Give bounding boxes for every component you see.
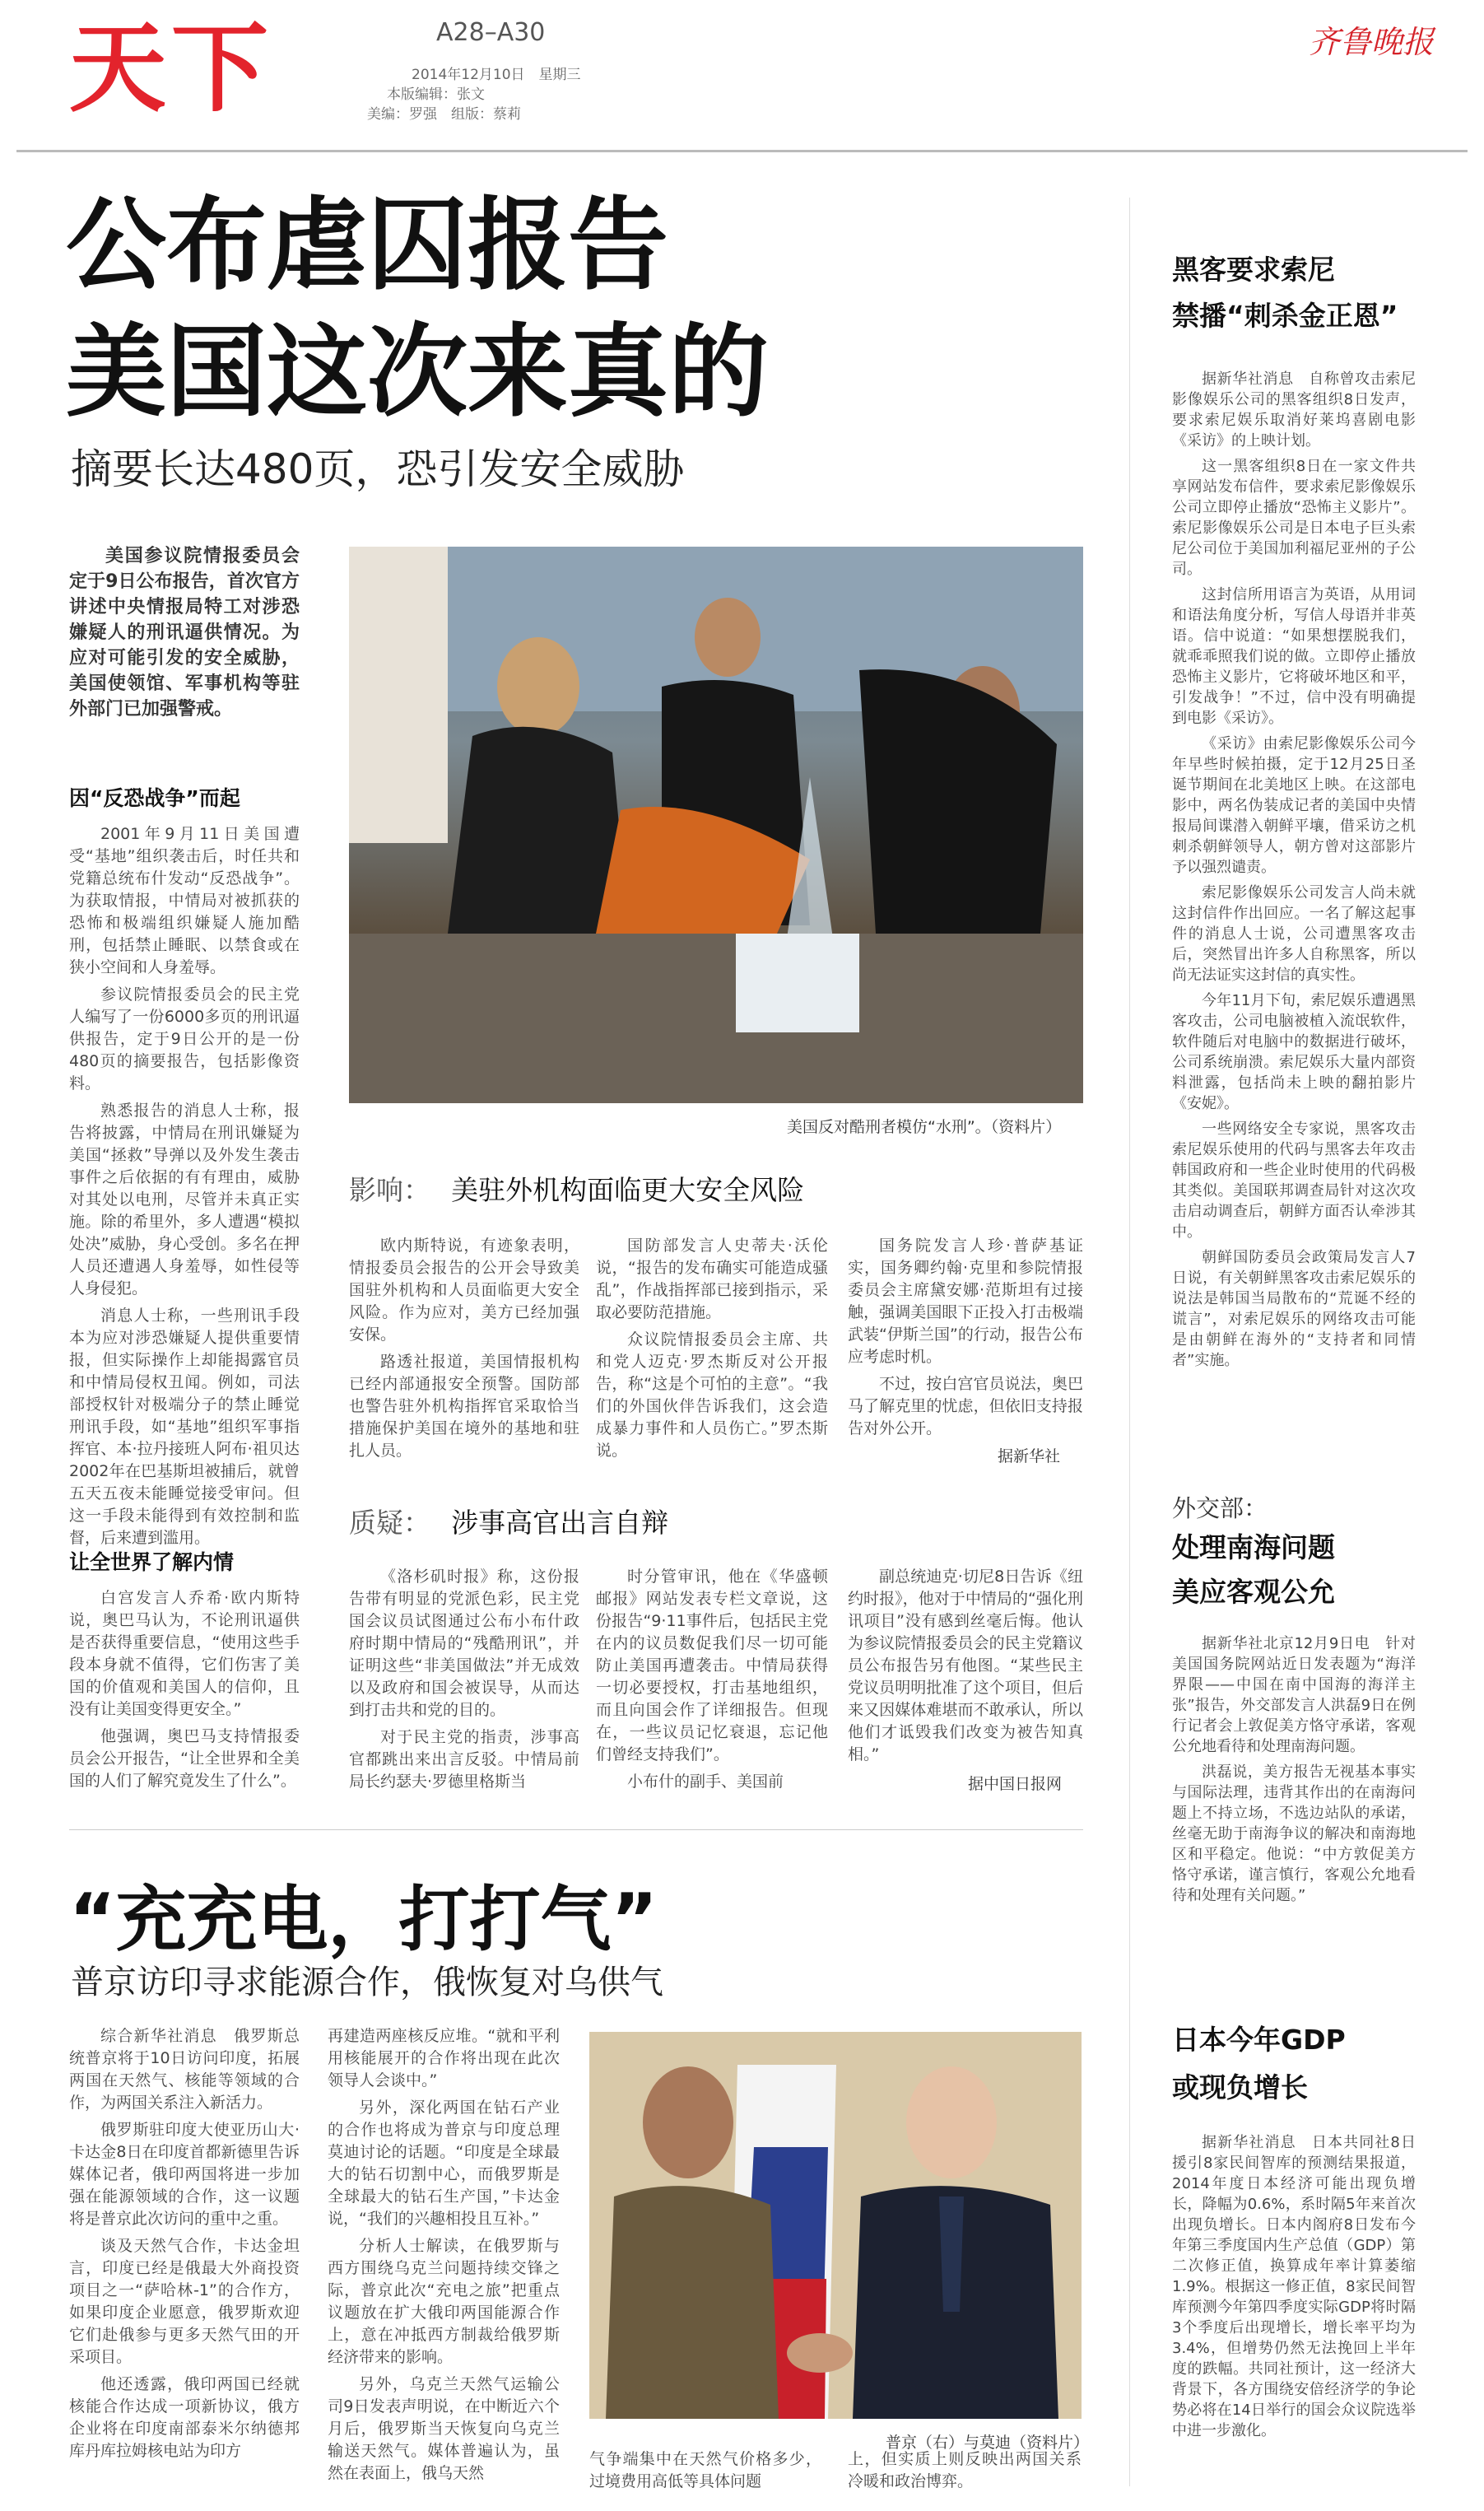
- section2-paragraph: 他强调，奥巴马支持情报委员会公开报告，“让全世界和全美国的人们了解究竟发生了什么”。: [69, 1727, 300, 1790]
- impact-source: 据新华社: [998, 1447, 1061, 1465]
- second-col-4-tail: 上，但实质上则反映出两国关系冷暖和政治博弈。: [848, 2450, 1082, 2490]
- question-heading: [349, 1502, 668, 1540]
- lead-intro: 美国参议院情报委员会定于9日公布报告，首次官方讲述中央情报局特工对涉恐嫌疑人的刑讯逼供情况。为应对可能引发的安全威胁，美国使领馆、军事机构等驻外部门已加强警戒。: [69, 546, 300, 720]
- story3-title-2: 或现负增长: [1172, 2071, 1308, 2103]
- story2-kicker: 外交部：: [1172, 1494, 1268, 1522]
- story1-paragraph: 索尼影像娱乐公司发言人尚未就这封信件作出回应。一名了解这起事件的消息人士说，公司遭黑客攻击后，突然冒出许多人自称黑客，所以尚无法证实这封信的真实性。: [1172, 884, 1416, 984]
- second-paragraph: 他还透露，俄印两国已经就核能合作达成一项新协议，俄方企业将在印度南部泰米尔纳德邦库丹库拉姆核电站为印方: [69, 2375, 300, 2460]
- second-paragraph: 另外，深化两国在钻石产业的合作也将成为普京与印度总理莫迪讨论的话题。“印度是全球最大的钻石切割中心，而俄罗斯是全球最大的钻石生产国，”卡达金说，“我们的兴趣相投且互补。”: [328, 2099, 560, 2228]
- second-paragraph: 另外，乌克兰天然气运输公司9日发表声明说，在中断近六个月后，俄罗斯当天恢复向乌克兰输送天然气。媒体普遍认为，虽然在表面上，俄乌天然: [328, 2375, 560, 2482]
- story2-title-2: 美应客观公允: [1172, 1576, 1335, 1608]
- story3-paragraph: 据新华社消息 日本共同社8日援引8家民间智库的预测结果报道，2014年度日本经济可能出现负增长，降幅为0.6%，系时隔5年来首次出现负增长。日本内阁府8日发布今年第三季度国内生产总值（GDP）第二次修正值，换算成年率计算萎缩1.9%。根据这一修正值，8家民间智库预测今年第四季度实际GDP将时隔3个季度后出现增长，增长率平均为3.4%，但增势仍然无法挽回上半年度的跌幅。共同社预计，这一经济大背景下，各方围绕安倍经济学的争论势必将在14日举行的国会众议院选举中进一步激化。: [1172, 2134, 1416, 2439]
- section-title-text: 天下: [69, 12, 274, 125]
- section1-paragraph: 参议院情报委员会的民主党人编写了一份6000多页的刑讯逼供报告，定于9日公开的是一份480页的摘要报告，包括影像资料。: [69, 985, 300, 1092]
- question-title: 涉事高官出言自辩: [451, 1507, 669, 1539]
- impact-paragraph: 国务院发言人珍·普萨基证实，国务卿约翰·克里和参院情报委员会主席黛安娜·范斯坦有过接触，强调美国眼下正投入打击极端武装“伊斯兰国”的行动，报告公布应考虑时机。: [848, 1237, 1083, 1366]
- second-col-2: [328, 2025, 560, 2486]
- story1-paragraph: 据新华社消息 自称曾攻击索尼影像娱乐公司的黑客组织8日发声，要求索尼娱乐取消好莱坞喜剧电影《采访》的上映计划。: [1172, 370, 1416, 450]
- question-label: 质疑：: [349, 1507, 430, 1539]
- question-col-2: [596, 1566, 828, 1796]
- section2-paragraph: 白宫发言人乔希·欧内斯特说，奥巴马认为，不论刑讯逼供是否获得重要信息，“使用这些手段本身就不值得，它们伤害了美国的价值观和美国人的信仰，且没有让美国变得更安全。”: [69, 1589, 300, 1718]
- second-headline: “充充电，打打气”: [69, 1879, 658, 1961]
- section1-paragraph: 消息人士称，一些刑讯手段本为应对涉恐嫌疑人提供重要情报，但实际操作上却能揭露官员和中情局侵权丑闻。例如，司法部授权针对极端分子的禁止睡觉刑讯手段，如“基地”组织军事指挥官、本·拉丹接班人阿布·祖贝达2002年在巴基斯坦被捕后，就曾五天五夜未能睡觉接受审问。但这一手段未能得到有效控制和监督，后来遭到滥用。: [69, 1307, 300, 1547]
- story1-title-2: 禁播“刺杀金正恩”: [1172, 300, 1398, 332]
- second-paragraph: 再建造两座核反应堆。“就和平利用核能展开的合作将出现在此次领导人会谈中。”: [328, 2027, 560, 2089]
- story2-title-1: 处理南海问题: [1172, 1531, 1335, 1563]
- impact-col-2: [596, 1235, 828, 1465]
- story1-paragraph: 《采访》由索尼影像娱乐公司今年早些时候拍摄，定于12月25日圣诞节期间在北美地区上映。在这部电影中，两名伪装成记者的美国中央情报局间谍潜入朝鲜平壤，借采访之机刺杀朝鲜领导人，朝方曾对这部影片予以强烈谴责。: [1172, 735, 1416, 876]
- second-col-1: [69, 2025, 300, 2486]
- impact-paragraph: 路透社报道，美国情报机构已经内部通报安全预警。国防部也警告驻外机构指挥官采取恰当措施保护美国在境外的基地和驻扎人员。: [349, 1353, 579, 1460]
- story2-paragraph: 洪磊说，美方报告无视基本事实与国际法理，违背其作出的在南海问题上不持立场，不选边站队的承诺，丝毫无助于南海争议的解决和南海地区和平稳定。他说：“中方敦促美方恪守承诺，谨言慎行，客观公允地看待和处理有关问题。”: [1172, 1763, 1416, 1904]
- question-col-1: [349, 1566, 579, 1796]
- impact-label: 影响：: [349, 1174, 430, 1206]
- impact-col-1: [349, 1235, 579, 1465]
- question-paragraph: 《洛杉矶时报》称，这份报告带有明显的党派色彩，民主党国会议员试图通过公布小布什政府时期中情局的“残酷刑讯”，并证明这些“非美国做法”并无成效以及政府和国会被误导，从而达到打击共和党的目的。: [349, 1568, 579, 1719]
- second-subhead: 普京访印寻求能源合作，俄恢复对乌供气: [71, 1964, 663, 2001]
- lead-headline-1: 公布虐囚报告: [66, 187, 668, 304]
- section1-title: 因“反恐战争”而起: [69, 786, 240, 810]
- story-divider: [69, 1829, 1083, 1830]
- story2-paragraph: 据新华社北京12月9日电 针对美国国务院网站近日发表题为“海洋界限——中国在南中国海的海洋主张”报告，外交部发言人洪磊9日在例行记者会上敦促美方恪守承诺，客观公允地看待和处理南海问题。: [1172, 1635, 1416, 1755]
- story1-body: [1172, 369, 1416, 1439]
- second-col-3-tail: 气争端集中在天然气价格多少，过境费用高低等具体问题: [589, 2450, 821, 2490]
- second-paragraph: 俄罗斯驻印度大使亚历山大·卡达金8日在印度首都新德里告诉媒体记者，俄印两国将进一步加强在能源领域的合作，这一议题将是普京此次访问的重中之重。: [69, 2121, 300, 2228]
- impact-paragraph: 不过，按白宫官员说法，奥巴马了解克里的忧虑，但依旧支持报告对外公开。: [848, 1375, 1083, 1437]
- question-paragraph: 对于民主党的指责，涉事高官都跳出来出言反驳。中情局前局长约瑟夫·罗德里格斯当: [349, 1728, 579, 1791]
- page-range: A28–A30: [436, 18, 546, 47]
- sidebar-divider: [1129, 198, 1130, 2486]
- putin-modi-photo: [589, 2032, 1082, 2419]
- section-title: [69, 12, 341, 125]
- section1-paragraph: 2001年9月11日美国遭受“基地”组织袭击后，时任共和党籍总统布什发动“反恐战争”。为获取情报，中情局对被抓获的恐怖和极端组织嫌疑人施加酷刑，包括禁止睡眠、以禁食或在狭小空间和人身羞辱。: [69, 825, 300, 976]
- story1-paragraph: 这封信所用语言为英语，从用词和语法角度分析，写信人母语并非英语。信中说道：“如果想摆脱我们，就乖乖照我们说的做。立即停止播放恐怖主义影片，它将破坏地区和平，引发战争！”不过，信中没有明确提到电影《采访》。: [1172, 586, 1416, 727]
- impact-title: 美驻外机构面临更大安全风险: [451, 1174, 805, 1206]
- lead-subhead: 摘要长达480页，恐引发安全威胁: [71, 445, 685, 493]
- impact-paragraph: 众议院情报委员会主席、共和党人迈克·罗杰斯反对公开报告，称“这是个可怕的主意”。“我们的外国伙伴告诉我们，这会造成暴力事件和人员伤亡。”罗杰斯说。: [596, 1330, 828, 1460]
- section2-title: 让全世界了解内情: [69, 1550, 235, 1574]
- protest-scene-illustration: [349, 547, 1083, 1103]
- story1-paragraph: 这一黑客组织8日在一家文件共享网站发布信件，要求索尼影像娱乐公司立即停止播放“恐怖主义影片”。索尼影像娱乐公司是日本电子巨头索尼公司位于美国加利福尼亚州的子公司。: [1172, 458, 1416, 578]
- story3-body: [1172, 2132, 1416, 2495]
- paper-logo: 齐鲁晚报: [1309, 24, 1435, 60]
- handshake-scene-illustration: [589, 2032, 1082, 2419]
- page-designer: 美编：罗强 组版：蔡莉: [367, 106, 521, 123]
- second-paragraph: 谈及天然气合作，卡达金坦言，印度已经是俄最大外商投资项目之一“萨哈林-1”的合作方，如果印度企业愿意，俄罗斯欢迎它们赴俄参与更多天然气田的开采项目。: [69, 2237, 300, 2366]
- second-paragraph: 分析人士解读，在俄罗斯与西方围绕乌克兰问题持续交锋之际，普京此次“充电之旅”把重点议题放在扩大俄印两国能源合作上，意在冲抵西方制裁给俄罗斯经济带来的影响。: [328, 2237, 560, 2366]
- story1-paragraph: 今年11月下旬，索尼娱乐遭遇黑客攻击，公司电脑被植入流氓软件，软件随后对电脑中的数据进行破坏，公司系统崩溃。索尼娱乐大量内部资料泄露，包括尚未上映的翻拍影片《安妮》。: [1172, 992, 1416, 1112]
- question-paragraph: 时分管审讯，他在《华盛顿邮报》网站发表专栏文章说，这份报告“9·11事件后，包括民主党在内的议员数促我们尽一切可能防止美国再遭袭击。中情局获得一切必要授权，打击基地组织，而且向国会作了详细报告。但现在，一些议员记忆衰退，忘记他们曾经支持我们”。: [596, 1568, 828, 1763]
- impact-heading: [349, 1169, 804, 1208]
- impact-paragraph: 欧内斯特说，有迹象表明，情报委员会报告的公开会导致美国驻外机构和人员面临更大安全风险。作为应对，美方已经加强安保。: [349, 1237, 579, 1344]
- story1-paragraph: 一些网络安全专家说，黑客攻击索尼娱乐使用的代码与黑客去年攻击韩国政府和一些企业时使用的代码极其类似。美国联邦调查局针对这次攻击启动调查后，朝鲜方面否认牵涉其中。: [1172, 1120, 1416, 1241]
- masthead-divider: [16, 150, 1468, 152]
- page-editor: 本版编辑：张文: [387, 86, 485, 103]
- second-photo-caption: 普京（右）与莫迪（资料片）: [886, 2434, 1090, 2452]
- impact-paragraph: 国防部发言人史蒂夫·沃伦说，“报告的发布确实可能造成骚乱”，作战指挥部已接到指示，采取必要防范措施。: [596, 1237, 828, 1321]
- story1-title-1: 黑客要求索尼: [1172, 254, 1335, 286]
- section1-body: [69, 823, 300, 1547]
- story1-paragraph: 朝鲜国防委员会政策局发言人7日说，有关朝鲜黑客攻击索尼娱乐的说法是韩国当局散布的“荒诞不经的谎言”，对索尼娱乐的网络攻击可能是由朝鲜在海外的“支持者和同情者”实施。: [1172, 1249, 1416, 1369]
- story3-title-1: 日本今年GDP: [1172, 2024, 1346, 2056]
- story2-body: [1172, 1633, 1416, 1979]
- issue-date: 2014年12月10日 星期三: [412, 67, 581, 83]
- question-source: 据中国日报网: [968, 1775, 1063, 1793]
- waterboarding-protest-photo: [349, 547, 1083, 1103]
- impact-col-3: [848, 1235, 1083, 1441]
- lead-photo-caption: 美国反对酷刑者模仿“水刑”。（资料片）: [787, 1118, 1062, 1136]
- section1-paragraph: 熟悉报告的消息人士称，报告将披露，中情局在刑讯嫌疑为美国“拯救”导弹以及外发生袭击事件之后依据的有有理由，威胁对其处以电刑，尽管并未真正实施。除的希里外，多人遭遇“模拟处决”威胁，身心受创。多名在押人员还遭遇人身羞辱，如性侵等人身侵犯。: [69, 1102, 300, 1297]
- section2-body: [69, 1587, 300, 1793]
- question-paragraph: 小布什的副手、美国前: [627, 1773, 784, 1791]
- question-col-3: [848, 1566, 1083, 1763]
- question-paragraph: 副总统迪克·切尼8日告诉《纽约时报》，他对于中情局的“强化刑讯项目”没有感到丝毫后悔。他认为参议院情报委员会的民主党籍议员公布报告另有他图。“某些民主党议员明明批准了这个项目，但后来又因媒体难堪而不敢承认，所以他们才诋毁我们改变为被告知真相。”: [848, 1568, 1083, 1763]
- second-paragraph: 综合新华社消息 俄罗斯总统普京将于10日访问印度，拓展两国在天然气、核能等领域的合作，为两国关系注入新活力。: [69, 2027, 300, 2112]
- lead-headline-2: 美国这次来真的: [66, 314, 769, 431]
